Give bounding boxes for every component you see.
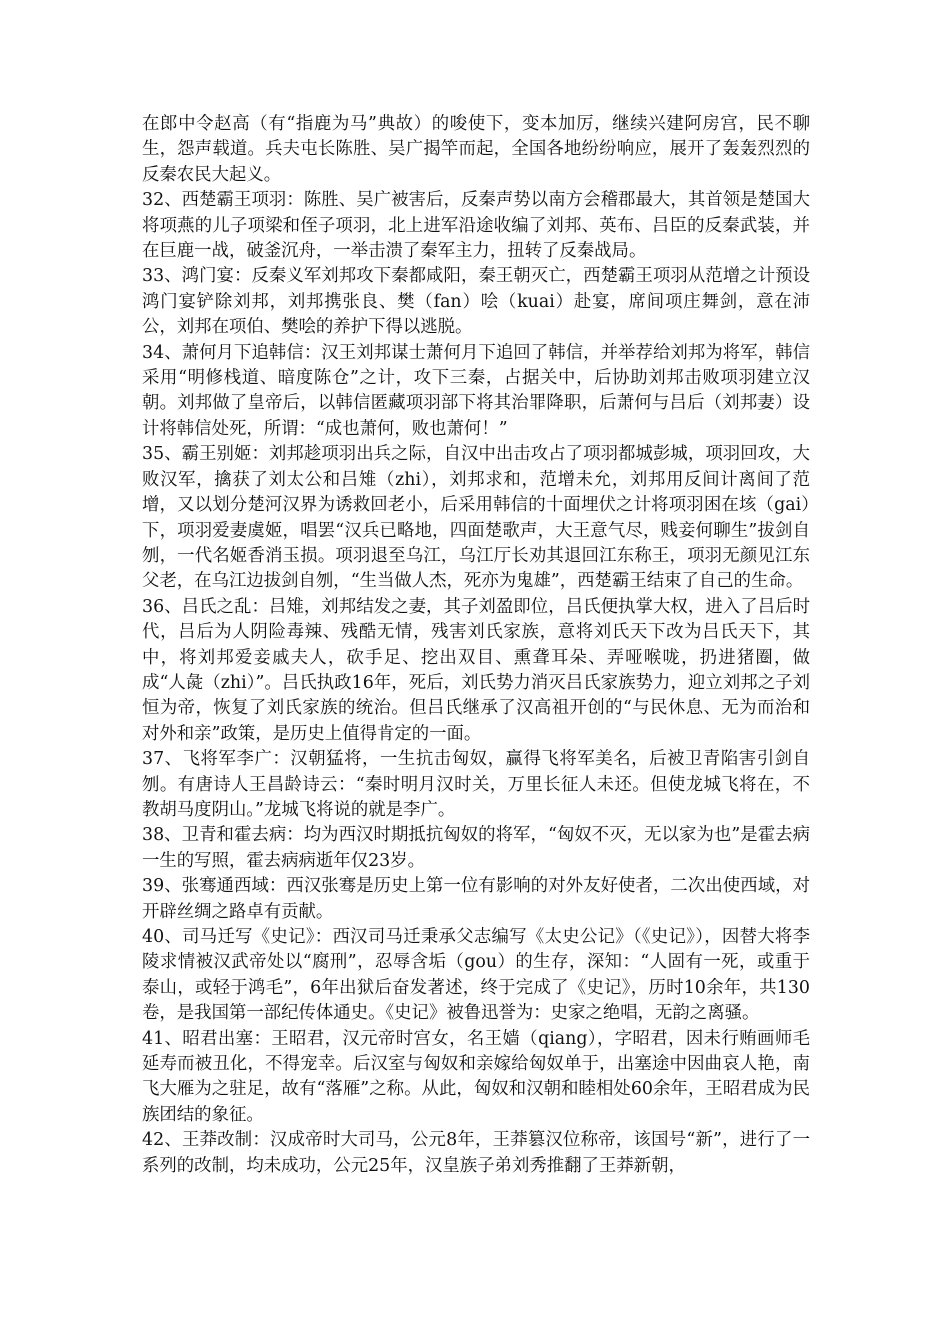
paragraph-sima-qian: 40、司马迁写《史记》：西汉司马迁秉承父志编写《太史公记》（《史记》），因替大将李陵求情被汉武帝处以“腐刑”，忍辱含垢（gou）的生存，深知：“人固有一死，或重于泰山，或轻于鸿毛”，6年出狱后奋发著述，终于完成了《史记》，历时10余年，共130卷，是我国第一部纪传体通史。《史记》被鲁迅誉为：史家之绝唱，无韵之离骚。	[142, 927, 810, 1024]
paragraph-hongmen-banquet: 33、鸿门宴：反秦义军刘邦攻下秦都咸阳，秦王朝灭亡，西楚霸王项羽从范增之计预设鸿门宴铲除刘邦，刘邦携张良、樊（fan）哙（kuai）赴宴，席间项庄舞剑，意在沛公，刘邦在项伯、樊哙的养护下得以逃脱。	[142, 266, 810, 338]
paragraph-farewell-my-concubine: 35、霸王别姬：刘邦趁项羽出兵之际，自汉中出击攻占了项羽都城彭城，项羽回攻，大败汉军，擒获了刘太公和吕雉（zhi），刘邦求和，范增未允，刘邦用反间计离间了范增，又以划分楚河汉界为诱救回老小，后采用韩信的十面埋伏之计将项羽困在垓（gai）下，项羽爱妻虞姬，唱罢“汉兵已略地，四面楚歌声，大王意气尽，贱妾何聊生”拔剑自刎，一代名姬香消玉损。项羽退至乌江，乌江厅长劝其退回江东称王，项羽无颜见江东父老，在乌江边拔剑自刎，“生当做人杰，死亦为鬼雄”，西楚霸王结束了自己的生命。	[142, 444, 810, 592]
paragraph-wang-zhaojun: 41、昭君出塞：王昭君，汉元帝时宫女，名王嫱（qiang），字昭君，因未行贿画师毛延寿而被丑化，不得宠幸。后汉室与匈奴和亲嫁给匈奴单于，出塞途中因曲哀人艳，南飞大雁为之驻足，故有“落雁”之称。从此，匈奴和汉朝和睦相处60余年，王昭君成为民族团结的象征。	[142, 1028, 810, 1125]
paragraph-xiao-he-han-xin: 34、萧何月下追韩信：汉王刘邦谋士萧何月下追回了韩信，并举荐给刘邦为将军，韩信采用“明修栈道、暗度陈仓”之计，攻下三秦，占据关中，后协助刘邦击败项羽建立汉朝。刘邦做了皇帝后，以韩信匿藏项羽部下将其治罪降职，后萧何与吕后（刘邦妻）设计将韩信处死，所谓：“成也萧何，败也萧何！”	[142, 342, 810, 439]
paragraph-qin-uprising: 在郎中令赵高（有“指鹿为马”典故）的唆使下，变本加厉，继续兴建阿房宫，民不聊生，怨声载道。兵夫屯长陈胜、吴广揭竿而起，全国各地纷纷响应，展开了轰轰烈烈的反秦农民大起义。	[142, 114, 810, 185]
paragraph-wang-mang: 42、王莽改制：汉成帝时大司马，公元8年，王莽篡汉位称帝，该国号“新”，进行了一系列的改制，均未成功，公元25年，汉皇族子弟刘秀推翻了王莽新朝，	[142, 1130, 810, 1176]
paragraph-zhang-qian: 39、张骞通西域：西汉张骞是历史上第一位有影响的对外友好使者，二次出使西域，对开辟丝绸之路卓有贡献。	[142, 876, 810, 922]
document-body	[142, 112, 810, 1179]
paragraph-li-guang: 37、飞将军李广：汉朝猛将，一生抗击匈奴，赢得飞将军美名，后被卫青陷害引剑自刎。有唐诗人王昌龄诗云：“秦时明月汉时关，万里长征人未还。但使龙城飞将在，不教胡马度阴山。”龙城飞将说的就是李广。	[142, 749, 810, 820]
paragraph-xiang-yu: 32、西楚霸王项羽：陈胜、吴广被害后，反秦声势以南方会稽郡最大，其首领是楚国大将项燕的儿子项梁和侄子项羽，北上进军沿途收编了刘邦、英布、吕臣的反秦武装，并在巨鹿一战，破釜沉舟，一举击溃了秦军主力，扭转了反秦战局。	[142, 190, 810, 262]
paragraph-wei-qing-huo-qubing: 38、卫青和霍去病：均为西汉时期抵抗匈奴的将军，“匈奴不灭，无以家为也”是霍去病一生的写照，霍去病病逝年仅23岁。	[142, 825, 810, 871]
paragraph-lu-clan-rebellion: 36、吕氏之乱：吕雉，刘邦结发之妻，其子刘盈即位，吕氏便执掌大权，进入了吕后时代，吕后为人阴险毒辣、残酷无情，残害刘氏家族，意将刘氏天下改为吕氏天下，其中，将刘邦爱妾戚夫人，砍手足、挖出双目、熏聋耳朵、弄哑喉咙，扔进猪圈，做成“人彘（zhi）”。吕氏执政16年，死后，刘氏势力消灭吕氏家族势力，迎立刘邦之子刘恒为帝，恢复了刘氏家族的统治。但吕氏继承了汉高祖开创的“与民休息、无为而治和对外和亲”政策，是历史上值得肯定的一面。	[142, 596, 810, 744]
